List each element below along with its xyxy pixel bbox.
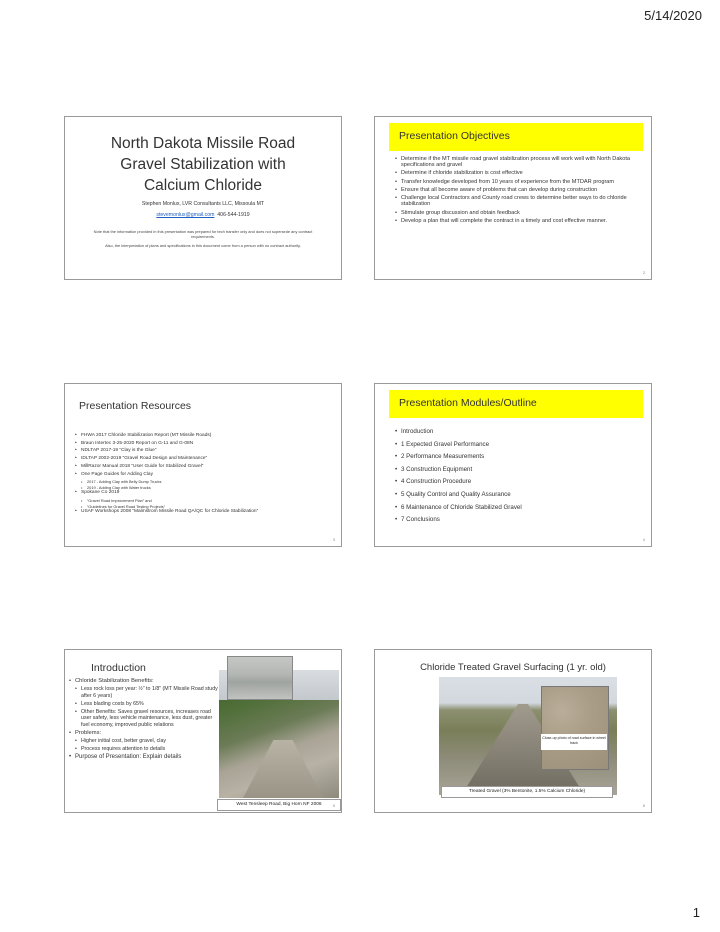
photo-caption: West Tensleep Road, Big Horn NF 2006: [217, 799, 341, 811]
list-item: • Introduction: [395, 428, 637, 435]
list-item: • USAF Workshops 2008 “Malmstrom Missile Road QA/QC for Chloride Stabilization”: [75, 509, 331, 515]
slide-title: Presentation Resources: [79, 400, 192, 412]
slide-number: 3: [332, 537, 335, 542]
slide-1-title: [64, 116, 342, 280]
list-subitem: • Less rock loss per year: ½” to 1/8” (MT Missile Road study after 6 years): [69, 686, 219, 700]
slide-number: 6: [642, 803, 645, 808]
list-item: • IDLTAP 2002-2019 “Gravel Road Design and Maintenance”: [75, 456, 331, 462]
list-subitem: • Higher initial cost, better gravel, clay: [69, 738, 219, 745]
list-item: • 6 Maintenance of Chloride Stabilized Gravel: [395, 504, 637, 511]
list-item: • NDLTAP 2017-19 “Clay is the Glue”: [75, 448, 331, 454]
slide-6-treated-gravel: [374, 649, 652, 813]
resources-list: [75, 433, 331, 517]
slide-2-objectives: [374, 116, 652, 280]
list-subitem: • “Gravel Road Improvement Plan” and: [75, 498, 331, 503]
list-subitem: • 2019 - Adding Clay with Water trucks: [75, 485, 331, 490]
email-link[interactable]: stevemonlux@gmail.com: [156, 212, 215, 218]
list-item: • FHWA 2017 Chloride Stabilization Report (MT Missile Roads): [75, 433, 331, 439]
author-line: Stephen Monlux, LVR Consultants LLC, Missoula MT: [141, 201, 265, 207]
title-line-1: North Dakota Missile Road: [110, 135, 296, 152]
slide-title: Chloride Treated Gravel Surfacing (1 yr. old): [420, 662, 606, 673]
slide-1-heading: [65, 133, 341, 196]
list-item: • 4 Construction Procedure: [395, 478, 637, 485]
list-subitem: • Less blading costs by 65%: [69, 701, 219, 708]
slide-number: 4: [642, 537, 645, 542]
closeup-caption: Close-up photo of road surface in wheel track: [541, 734, 607, 750]
list-item: • Challenge local Contractors and County road crews to determine better ways to do chloride stabilization: [395, 196, 637, 208]
slide-3-resources: [64, 383, 342, 547]
slide-number: 2: [642, 270, 645, 275]
slide-title: Introduction: [91, 662, 146, 674]
list-item: • Transfer knowledge developed from 10 years of experience from the MTDAR program: [395, 180, 637, 186]
list-item: • Determine if the MT missile road gravel stabilization process will work well with North Dakota specifications and gravel: [395, 157, 637, 169]
contact-line: [65, 212, 341, 218]
title-bar: [389, 390, 643, 418]
photo-caption: Treated Gravel (3% Bentonite, 1.5% Calcium Chloride): [441, 786, 613, 798]
list-subitem: • Process requires attention to details: [69, 746, 219, 753]
list-item: • Purpose of Presentation: Explain details: [69, 754, 219, 761]
list-item: • Determine if chloride stabilization is cost effective: [395, 171, 637, 177]
list-subitem: • “Guidelines for Gravel Road Testing Projects”: [75, 504, 331, 509]
outline-list: [395, 428, 637, 529]
phone-number: 406-544-1919: [217, 212, 250, 218]
list-item: • MillRazor Manual 2018 “User Guide for Stabilized Gravel”: [75, 464, 331, 470]
list-item: • 7 Conclusions: [395, 516, 637, 523]
list-item: • Chloride Stabilization Benefits:: [69, 678, 219, 685]
page-number: 1: [692, 905, 700, 920]
slide-number: 5: [332, 803, 335, 808]
page-date: 5/14/2020: [644, 8, 702, 23]
slide-title: Presentation Objectives: [399, 130, 510, 142]
list-item: • Spokane Co 2019: [75, 490, 331, 496]
title-bar: [389, 123, 643, 151]
title-line-2: Gravel Stabilization with: [120, 156, 286, 173]
slide-4-outline: [374, 383, 652, 547]
disclaimer-note: Note that the information provided in this presentation was prepared for tech transfer only and does not supersede any contract requirements.: [93, 229, 313, 240]
list-item: • Problems:: [69, 730, 219, 737]
title-line-3: Calcium Chloride: [143, 177, 262, 194]
list-subitem: • 2017 - Adding Clay with Belly Dump Trucks: [75, 479, 331, 484]
list-subitem: • Other Benefits: Saves gravel resources, increases road user safety, less vehicle maintenance, less dust, greater fuel economy, improved public relations: [69, 709, 219, 729]
inset-photo: [227, 656, 293, 700]
list-item: • 5 Quality Control and Quality Assurance: [395, 491, 637, 498]
closeup-photo: [541, 686, 609, 770]
introduction-list: [69, 678, 219, 762]
list-item: • One Page Guides for Adding Clay: [75, 472, 331, 478]
slide-5-introduction: [64, 649, 342, 813]
list-item: • 3 Construction Equipment: [395, 466, 637, 473]
disclaimer-note-2: Also, the interpretation of plans and specifications in this document come from a person with no contract authority.: [105, 243, 301, 248]
slide-title: Presentation Modules/Outline: [399, 397, 537, 409]
list-item: • Ensure that all become aware of problems that can develop during construction: [395, 188, 637, 194]
objectives-list: [395, 157, 637, 227]
list-item: • 2 Performance Measurements: [395, 453, 637, 460]
list-item: • Stimulate group discussion and obtain feedback: [395, 211, 637, 217]
list-item: • Develop a plan that will complete the contract in a timely and cost effective manner.: [395, 219, 637, 225]
list-item: • 1 Expected Gravel Performance: [395, 441, 637, 448]
list-item: • Braun Intertec 3-25-2020 Report on G-11 and G-08N: [75, 441, 331, 447]
